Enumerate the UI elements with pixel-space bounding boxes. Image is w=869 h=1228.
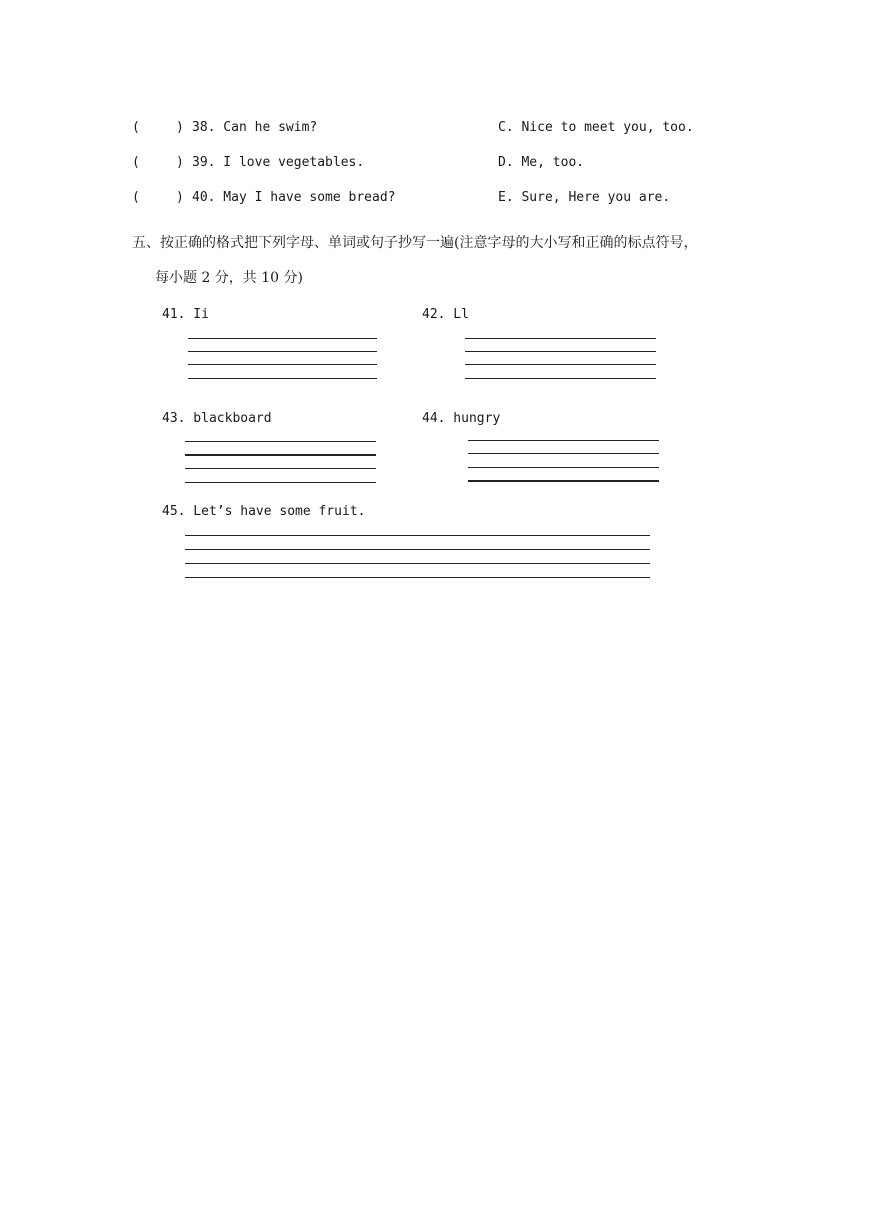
- writing-line: [188, 378, 377, 379]
- section-title: 五、按正确的格式把下列字母、单词或句子抄写一遍(注意字母的大小写和正确的标点符号，: [132, 235, 698, 251]
- item-45-label: 45. Let’s have some fruit.: [162, 504, 366, 519]
- writing-line: [468, 453, 659, 454]
- writing-line: [465, 364, 656, 365]
- question-39: 39. I love vegetables.: [192, 155, 365, 170]
- answer-paren-open: (: [132, 155, 140, 170]
- writing-lines-44[interactable]: [468, 440, 659, 483]
- option-c: C. Nice to meet you, too.: [498, 120, 694, 135]
- item-42-label: 42. Ll: [422, 307, 469, 322]
- option-d: D. Me, too.: [498, 155, 585, 170]
- writing-lines-41[interactable]: [188, 338, 377, 380]
- writing-line: [188, 364, 377, 365]
- question-38: 38. Can he swim?: [192, 120, 318, 135]
- writing-line: [468, 480, 659, 482]
- writing-lines-43[interactable]: [185, 441, 376, 484]
- item-41-label: 41. Ii: [162, 307, 209, 322]
- writing-line: [185, 482, 376, 483]
- writing-line: [468, 467, 659, 468]
- section-subtitle: 每小题 2 分，共 10 分): [155, 270, 303, 286]
- answer-paren-close: ): [176, 190, 184, 205]
- writing-line: [468, 440, 659, 441]
- answer-paren-open: (: [132, 190, 140, 205]
- writing-line: [465, 378, 656, 379]
- item-44-label: 44. hungry: [422, 411, 501, 426]
- writing-lines-42[interactable]: [465, 338, 656, 380]
- answer-paren-close: ): [176, 155, 184, 170]
- writing-line: [185, 454, 376, 456]
- writing-line: [185, 577, 650, 578]
- writing-line: [188, 351, 377, 352]
- writing-line: [185, 441, 376, 442]
- writing-line: [185, 468, 376, 469]
- writing-line: [185, 549, 650, 550]
- writing-line: [465, 338, 656, 339]
- answer-paren-close: ): [176, 120, 184, 135]
- question-40: 40. May I have some bread?: [192, 190, 396, 205]
- writing-lines-45[interactable]: [185, 535, 650, 579]
- writing-line: [465, 351, 656, 352]
- option-e: E. Sure, Here you are.: [498, 190, 671, 205]
- item-43-label: 43. blackboard: [162, 411, 272, 426]
- answer-paren-open: (: [132, 120, 140, 135]
- writing-line: [188, 338, 377, 339]
- writing-line: [185, 563, 650, 564]
- writing-line: [185, 535, 650, 536]
